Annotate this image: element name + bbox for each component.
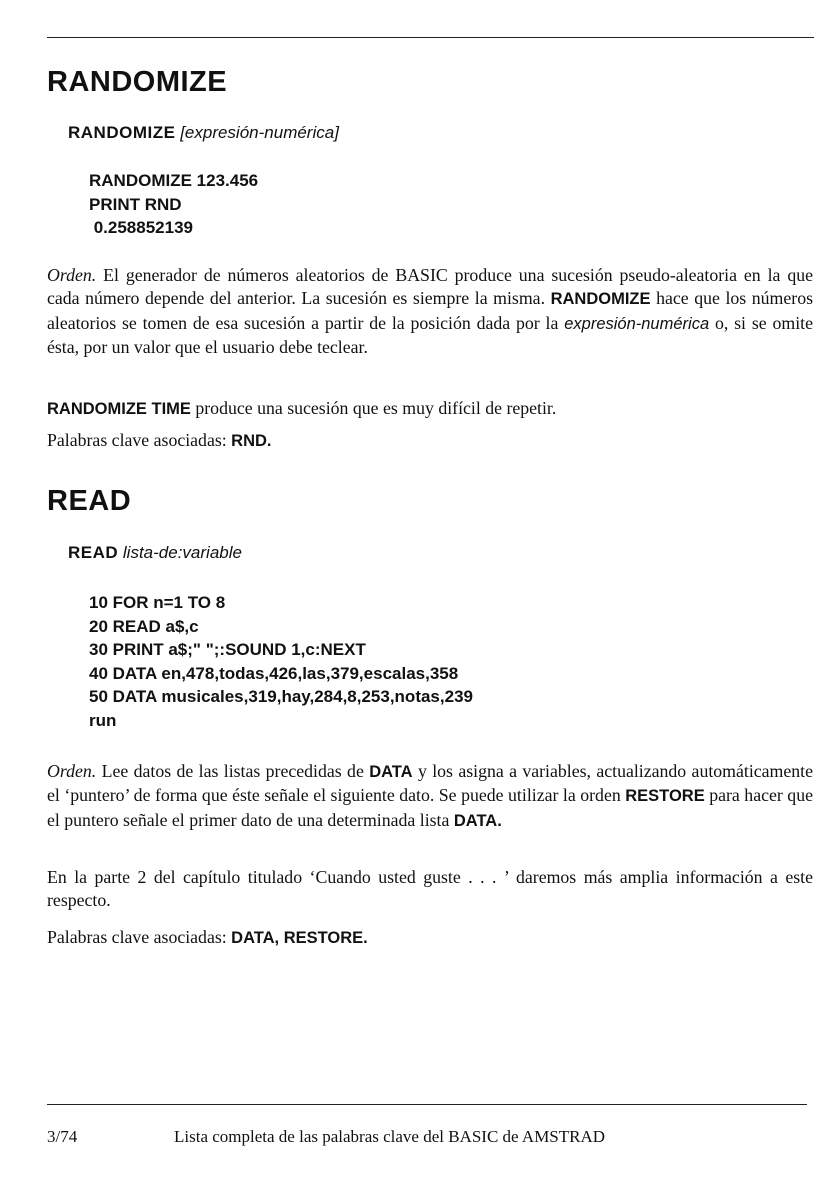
- read-syntax-args: lista-de:variable: [122, 543, 242, 562]
- code-line: 10 FOR n=1 TO 8: [89, 593, 226, 612]
- code-line: PRINT RND: [89, 194, 182, 214]
- paragraph-text: y los asigna a variables, actualizando automáticamente el ‘puntero’ de forma que éste señale el siguiente dato. Se puede utilizar la orden: [47, 761, 813, 806]
- paragraph-text: Palabras clave asociadas:: [47, 430, 232, 450]
- order-label: Orden.: [47, 265, 97, 285]
- read-related-keywords: [47, 926, 813, 950]
- paragraph-text: hace que los números aleatorios se tomen de esa sucesión a partir de la posición dada por la: [47, 288, 813, 333]
- code-line: 40 DATA en,478,todas,426,las,379,escalas,358: [89, 663, 459, 683]
- paragraph-text: En la parte 2 del capítulo titulado ‘Cuando usted guste . . . ’ daremos más amplia información a este respecto.: [47, 867, 813, 911]
- order-label: Orden.: [47, 761, 97, 781]
- code-line: 50 DATA musicales,319,hay,284,8,253,notas,239: [89, 687, 473, 706]
- code-line: RANDOMIZE 123.456: [89, 171, 259, 190]
- argument-term: expresión-numérica: [564, 314, 710, 333]
- read-syntax: [68, 543, 242, 563]
- code-line: run: [89, 710, 117, 730]
- randomize-example-code: [89, 169, 258, 240]
- paragraph-text: o, si se omite ésta, por un valor que el usuario debe teclear.: [47, 312, 813, 357]
- keyword: DATA: [369, 763, 413, 781]
- code-line: 0.258852139: [89, 218, 193, 237]
- read-description: [47, 760, 813, 833]
- randomize-syntax-args: [expresión-numérica]: [180, 123, 339, 142]
- randomize-related-keywords: [47, 429, 813, 453]
- randomize-description: [47, 264, 813, 359]
- paragraph-text: para hacer que el puntero señale el primer dato de una determinada lista: [47, 785, 813, 830]
- paragraph-text: El generador de números aleatorios de BASIC produce una sucesión pseudo-aleatoria en la que cada número depende del anterior. La sucesión es siempre la misma.: [47, 265, 813, 309]
- keyword: RND.: [231, 432, 272, 450]
- top-rule: [47, 37, 814, 38]
- randomize-time-note: [47, 397, 813, 421]
- bottom-rule: [47, 1104, 807, 1105]
- code-line: 20 READ a$,c: [89, 616, 199, 636]
- randomize-syntax-keyword: RANDOMIZE: [68, 123, 176, 142]
- keyword: RESTORE: [625, 787, 705, 806]
- read-syntax-keyword: READ: [68, 543, 119, 562]
- read-reference-note: [47, 866, 813, 913]
- page-number: 3/74: [47, 1127, 78, 1146]
- keyword: DATA.: [453, 811, 502, 830]
- randomize-syntax: [68, 123, 339, 143]
- footer-title: Lista completa de las palabras clave del BASIC de AMSTRAD: [174, 1127, 606, 1146]
- paragraph-text: Lee datos de las listas precedidas de: [96, 761, 370, 781]
- keyword: RANDOMIZE TIME: [47, 400, 191, 418]
- paragraph-text: produce una sucesión que es muy difícil de repetir.: [190, 398, 557, 418]
- randomize-heading: RANDOMIZE: [47, 66, 228, 98]
- keyword: RANDOMIZE: [550, 290, 651, 309]
- read-example-code: [89, 591, 473, 732]
- keyword: DATA, RESTORE.: [231, 929, 368, 947]
- read-heading: READ: [47, 485, 132, 517]
- code-line: 30 PRINT a$;" ";:SOUND 1,c:NEXT: [89, 640, 366, 659]
- paragraph-text: Palabras clave asociadas:: [47, 927, 232, 947]
